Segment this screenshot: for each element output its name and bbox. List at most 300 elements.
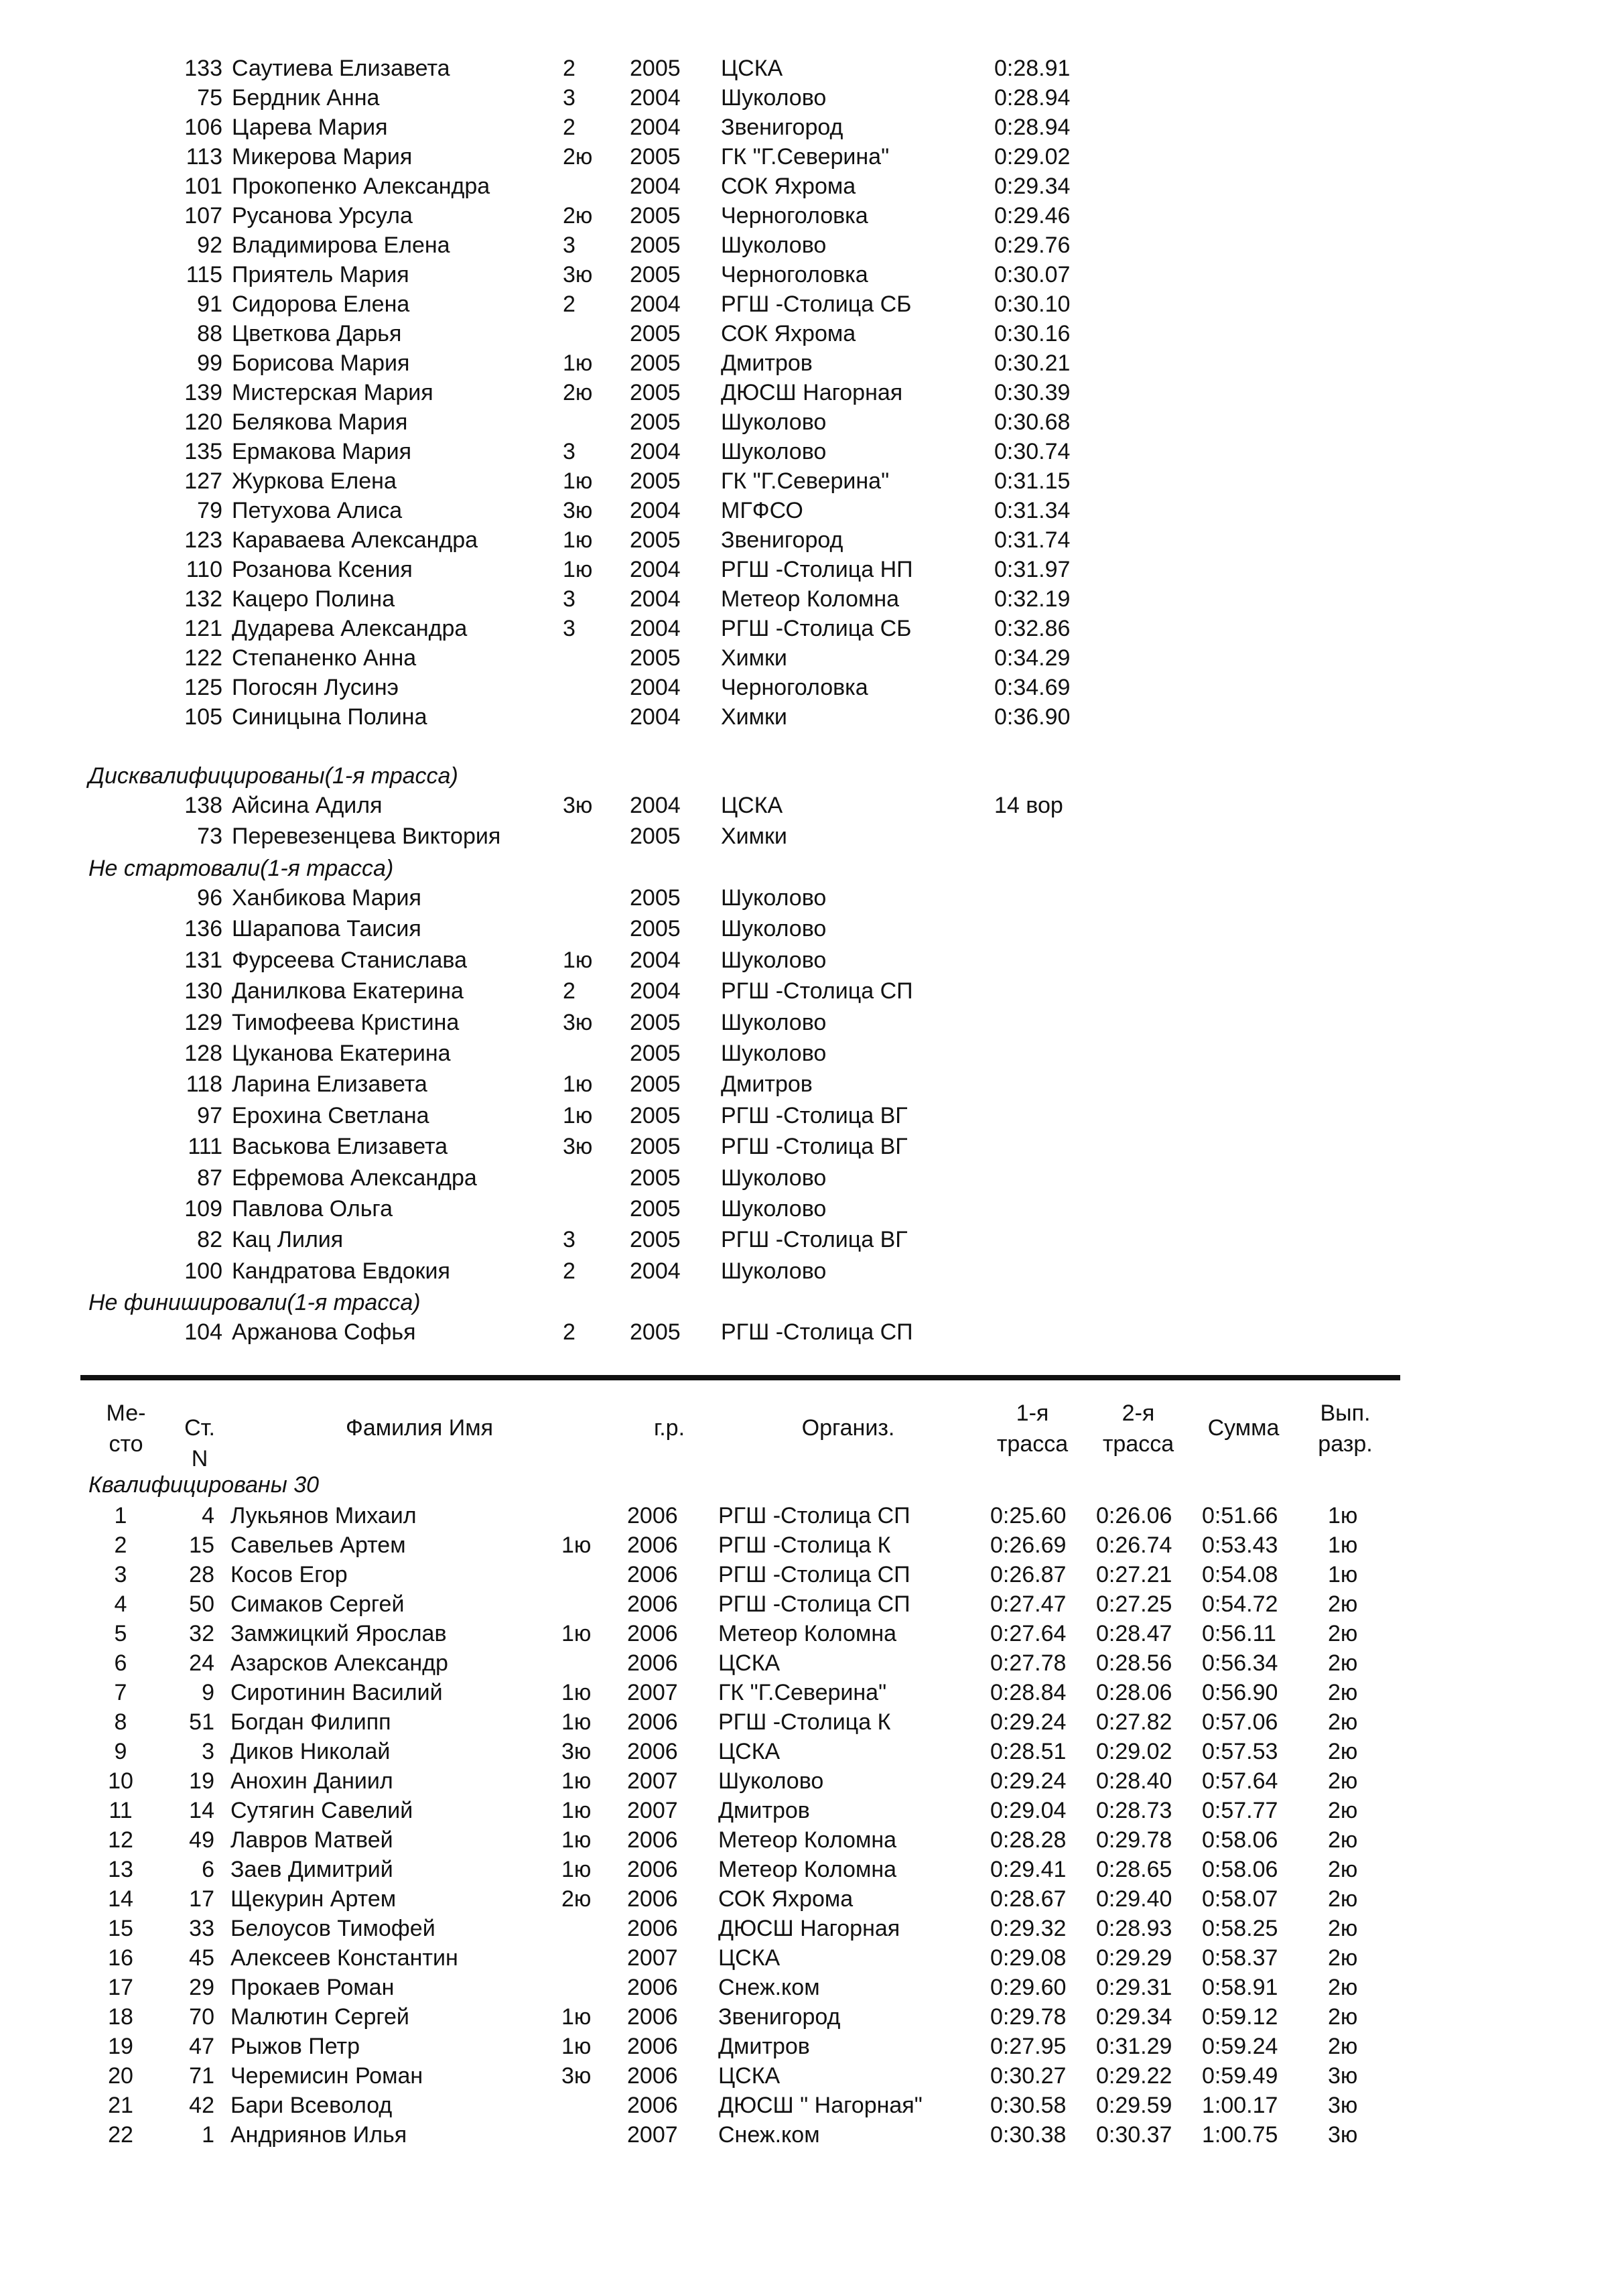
total-time: 0:58.07 <box>1202 1886 1278 1912</box>
athlete-name: Лавров Матвей <box>230 1827 393 1853</box>
start-number: 130 <box>184 978 222 1004</box>
sport-rank: 2 <box>563 978 576 1004</box>
club-name: Шуколово <box>721 885 827 911</box>
club-name: Шуколово <box>721 439 827 464</box>
achieved-rank: 2ю <box>1328 1768 1358 1794</box>
result-row <box>0 54 1624 83</box>
run1-time: 0:29.08 <box>990 1945 1067 1971</box>
table-row <box>0 2120 1624 2150</box>
start-number: 139 <box>184 380 222 405</box>
total-time: 0:59.24 <box>1202 2034 1278 2059</box>
table-row <box>0 2091 1624 2120</box>
start-number: 115 <box>186 262 222 287</box>
result-row <box>0 437 1624 466</box>
club-name: РГШ -Столица СП <box>721 978 913 1004</box>
club-name: ЦСКА <box>721 793 783 818</box>
sport-rank: 3 <box>563 586 576 612</box>
athlete-name: Аржанова Софья <box>232 1319 416 1345</box>
achieved-rank: 2ю <box>1328 1827 1358 1853</box>
birth-year: 2006 <box>627 1503 678 1528</box>
athlete-name: Прокопенко Александра <box>232 174 490 199</box>
result-row <box>0 201 1624 231</box>
header-place: Ме- сто <box>106 1400 146 1457</box>
birth-year: 2005 <box>630 824 681 849</box>
run-time: 0:31.97 <box>994 557 1071 582</box>
result-row <box>0 914 1624 943</box>
header-year: г.р. <box>653 1415 685 1441</box>
birth-year: 2005 <box>630 380 681 405</box>
total-time: 0:51.66 <box>1202 1503 1278 1528</box>
start-number: 131 <box>184 947 222 973</box>
sport-rank: 1ю <box>561 1827 592 1853</box>
athlete-name: Сидорова Елена <box>232 291 410 317</box>
sport-rank: 1ю <box>561 1768 592 1794</box>
club-name: РГШ -Столица СП <box>718 1503 910 1528</box>
place: 15 <box>108 1916 133 1941</box>
result-row <box>0 584 1624 614</box>
start-number: 125 <box>184 675 222 700</box>
place: 13 <box>108 1857 133 1882</box>
athlete-name: Перевезенцева Виктория <box>232 824 501 849</box>
header-qualification: Вып. разр. <box>1318 1400 1373 1457</box>
sport-rank: 2ю <box>563 144 593 170</box>
run-time: 0:29.02 <box>994 144 1071 170</box>
start-number: 75 <box>197 85 222 111</box>
total-time: 0:57.77 <box>1202 1798 1278 1823</box>
athlete-name: Ефремова Александра <box>232 1165 477 1191</box>
sport-rank: 2ю <box>563 203 593 228</box>
run-time: 0:36.90 <box>994 704 1071 730</box>
athlete-name: Сутягин Савелий <box>230 1798 413 1823</box>
start-number: 4 <box>202 1503 214 1528</box>
total-time: 0:57.53 <box>1202 1739 1278 1764</box>
start-number: 73 <box>197 824 222 849</box>
place: 16 <box>108 1945 133 1971</box>
club-name: Шуколово <box>721 947 827 973</box>
birth-year: 2006 <box>627 2034 678 2059</box>
result-row <box>0 791 1624 820</box>
result-row <box>0 1163 1624 1193</box>
club-name: РГШ -Столица СБ <box>721 291 912 317</box>
club-name: МГФСО <box>721 498 803 523</box>
place: 5 <box>114 1621 127 1646</box>
club-name: Шуколово <box>721 85 827 111</box>
birth-year: 2006 <box>627 2063 678 2089</box>
athlete-name: Рыжов Петр <box>230 2034 360 2059</box>
run2-time: 0:28.93 <box>1096 1916 1172 1941</box>
run1-time: 0:28.67 <box>990 1886 1067 1912</box>
header-start-number: Ст. N <box>184 1415 215 1471</box>
athlete-name: Анохин Даниил <box>230 1768 393 1794</box>
birth-year: 2004 <box>630 439 681 464</box>
start-number: 1 <box>202 2122 214 2148</box>
result-row <box>0 142 1624 172</box>
club-name: Дмитров <box>718 1798 810 1823</box>
athlete-name: Розанова Ксения <box>232 557 413 582</box>
sport-rank: 3 <box>563 1227 576 1253</box>
run-time: 0:31.34 <box>994 498 1071 523</box>
total-time: 0:57.06 <box>1202 1709 1278 1735</box>
birth-year: 2006 <box>627 1562 678 1587</box>
club-name: Метеор Коломна <box>718 1857 897 1882</box>
club-name: Шуколово <box>721 1009 827 1035</box>
run-time: 0:29.46 <box>994 203 1071 228</box>
did-not-start-heading: Не стартовали(1-я трасса) <box>88 856 394 881</box>
club-name: Шуколово <box>721 1041 827 1066</box>
table-row <box>0 2002 1624 2032</box>
birth-year: 2006 <box>627 1827 678 1853</box>
start-number: 42 <box>189 2093 214 2118</box>
achieved-rank: 2ю <box>1328 1650 1358 1676</box>
place: 6 <box>114 1650 127 1676</box>
sport-rank: 3ю <box>563 1009 593 1035</box>
start-number: 88 <box>197 321 222 346</box>
header-name: Фамилия Имя <box>345 1415 494 1441</box>
achieved-rank: 2ю <box>1328 1739 1358 1764</box>
total-time: 0:56.90 <box>1202 1680 1278 1705</box>
sport-rank: 2 <box>563 1258 576 1284</box>
start-number: 111 <box>188 1134 222 1160</box>
table-row <box>0 1973 1624 2002</box>
athlete-name: Бари Всеволод <box>230 2093 393 2118</box>
table-row <box>0 1884 1624 1914</box>
achieved-rank: 2ю <box>1328 1709 1358 1735</box>
sport-rank: 1ю <box>563 1102 593 1128</box>
sport-rank: 1ю <box>563 527 593 553</box>
run1-time: 0:29.60 <box>990 1975 1067 2000</box>
run2-time: 0:28.73 <box>1096 1798 1172 1823</box>
run1-time: 0:27.64 <box>990 1621 1067 1646</box>
start-number: 14 <box>189 1798 214 1823</box>
athlete-name: Приятель Мария <box>232 262 409 287</box>
result-row <box>0 555 1624 584</box>
sport-rank: 1ю <box>561 2004 592 2030</box>
start-number: 33 <box>189 1916 214 1941</box>
sport-rank: 3 <box>563 85 576 111</box>
birth-year: 2005 <box>630 1227 681 1253</box>
club-name: Шуколово <box>721 1196 827 1222</box>
result-row <box>0 407 1624 437</box>
athlete-name: Микерова Мария <box>232 144 413 170</box>
run1-time: 0:29.04 <box>990 1798 1067 1823</box>
sport-rank: 1ю <box>561 1798 592 1823</box>
table-row <box>0 2032 1624 2061</box>
start-number: 120 <box>184 409 222 435</box>
run1-time: 0:30.38 <box>990 2122 1067 2148</box>
start-number: 50 <box>189 1591 214 1617</box>
run-time: 0:34.69 <box>994 675 1071 700</box>
club-name: ЦСКА <box>718 2063 781 2089</box>
total-time: 0:53.43 <box>1202 1532 1278 1558</box>
athlete-name: Шарапова Таисия <box>232 916 421 942</box>
club-name: ЦСКА <box>721 56 783 81</box>
sport-rank: 2 <box>563 115 576 140</box>
achieved-rank: 2ю <box>1328 1886 1358 1912</box>
club-name: Снеж.ком <box>718 2122 820 2148</box>
club-name: РГШ -Столица ВГ <box>721 1134 908 1160</box>
sport-rank: 3ю <box>561 2063 592 2089</box>
start-number: 104 <box>184 1319 222 1345</box>
birth-year: 2005 <box>630 1071 681 1098</box>
total-time: 0:59.12 <box>1202 2004 1278 2030</box>
result-row <box>0 1225 1624 1254</box>
run2-time: 0:28.40 <box>1096 1768 1172 1794</box>
birth-year: 2004 <box>630 675 681 700</box>
club-name: СОК Яхрома <box>721 174 856 199</box>
result-row <box>0 348 1624 378</box>
club-name: ДЮСШ " Нагорная" <box>718 2093 923 2118</box>
birth-year: 2006 <box>627 1532 678 1558</box>
start-number: 82 <box>197 1227 222 1253</box>
birth-year: 2005 <box>630 1165 681 1191</box>
athlete-name: Заев Димитрий <box>230 1857 393 1882</box>
birth-year: 2007 <box>627 1768 678 1794</box>
achieved-rank: 2ю <box>1328 1798 1358 1823</box>
total-time: 0:58.37 <box>1202 1945 1278 1971</box>
club-name: Снеж.ком <box>718 1975 820 2000</box>
club-name: РГШ -Столица СБ <box>721 616 912 641</box>
athlete-name: Щекурин Артем <box>230 1886 397 1912</box>
birth-year: 2006 <box>627 1975 678 2000</box>
place: 20 <box>108 2063 133 2089</box>
start-number: 47 <box>189 2034 214 2059</box>
table-row <box>0 1707 1624 1737</box>
total-time: 0:58.06 <box>1202 1857 1278 1882</box>
result-row <box>0 702 1624 732</box>
total-time: 0:56.34 <box>1202 1650 1278 1676</box>
birth-year: 2005 <box>630 885 681 911</box>
run1-time: 0:29.41 <box>990 1857 1067 1882</box>
result-row <box>0 1317 1624 1347</box>
start-number: 17 <box>189 1886 214 1912</box>
birth-year: 2005 <box>630 350 681 376</box>
start-number: 99 <box>197 350 222 376</box>
table-row <box>0 2061 1624 2091</box>
athlete-name: Бердник Анна <box>232 85 380 111</box>
start-number: 105 <box>184 704 222 730</box>
place: 21 <box>108 2093 133 2118</box>
club-name: Шуколово <box>721 1258 827 1284</box>
birth-year: 2004 <box>630 174 681 199</box>
club-name: Шуколово <box>721 233 827 258</box>
section-divider <box>80 1375 1400 1380</box>
birth-year: 2004 <box>630 704 681 730</box>
athlete-name: Русанова Урсула <box>232 203 413 228</box>
birth-year: 2005 <box>630 468 681 494</box>
birth-year: 2007 <box>627 2122 678 2148</box>
achieved-rank: 2ю <box>1328 1916 1358 1941</box>
club-name: РГШ -Столица К <box>718 1532 891 1558</box>
table-row <box>0 1501 1624 1530</box>
sport-rank: 2ю <box>563 380 593 405</box>
club-name: РГШ -Столица СП <box>718 1562 910 1587</box>
birth-year: 2004 <box>630 498 681 523</box>
achieved-rank: 1ю <box>1328 1532 1358 1558</box>
athlete-name: Черемисин Роман <box>230 2063 423 2089</box>
start-number: 96 <box>197 885 222 911</box>
place: 9 <box>114 1739 127 1764</box>
did-not-finish-heading: Не финишировали(1-я трасса) <box>88 1290 421 1315</box>
run1-time: 0:29.78 <box>990 2004 1067 2030</box>
result-row <box>0 496 1624 525</box>
run-time: 0:30.74 <box>994 439 1071 464</box>
birth-year: 2004 <box>630 115 681 140</box>
birth-year: 2005 <box>630 645 681 671</box>
result-row <box>0 231 1624 260</box>
start-number: 71 <box>189 2063 214 2089</box>
run2-time: 0:28.56 <box>1096 1650 1172 1676</box>
athlete-name: Ерохина Светлана <box>232 1102 429 1128</box>
run2-time: 0:29.02 <box>1096 1739 1172 1764</box>
club-name: Черноголовка <box>721 675 868 700</box>
start-number: 123 <box>184 527 222 553</box>
table-row <box>0 1855 1624 1884</box>
athlete-name: Журкова Елена <box>232 468 397 494</box>
run2-time: 0:29.40 <box>1096 1886 1172 1912</box>
result-row <box>0 466 1624 496</box>
start-number: 127 <box>184 468 222 494</box>
start-number: 45 <box>189 1945 214 1971</box>
sport-rank: 1ю <box>561 2034 592 2059</box>
total-time: 0:54.72 <box>1202 1591 1278 1617</box>
birth-year: 2005 <box>630 56 681 81</box>
start-number: 70 <box>189 2004 214 2030</box>
run-time: 0:30.16 <box>994 321 1071 346</box>
athlete-name: Белякова Мария <box>232 409 408 435</box>
result-row <box>0 1069 1624 1099</box>
result-row <box>0 673 1624 702</box>
place: 19 <box>108 2034 133 2059</box>
place: 18 <box>108 2004 133 2030</box>
table-row <box>0 1678 1624 1707</box>
start-number: 107 <box>184 203 222 228</box>
achieved-rank: 3ю <box>1328 2093 1358 2118</box>
athlete-name: Лукьянов Михаил <box>230 1503 417 1528</box>
start-number: 29 <box>189 1975 214 2000</box>
place: 8 <box>114 1709 127 1735</box>
start-number: 32 <box>189 1621 214 1646</box>
start-number: 122 <box>184 645 222 671</box>
athlete-name: Ханбикова Мария <box>232 885 421 911</box>
achieved-rank: 1ю <box>1328 1503 1358 1528</box>
athlete-name: Погосян Лусинэ <box>232 675 399 700</box>
club-name: Дмитров <box>721 350 813 376</box>
athlete-name: Айсина Адиля <box>232 793 383 818</box>
birth-year: 2004 <box>630 85 681 111</box>
birth-year: 2006 <box>627 1886 678 1912</box>
run1-time: 0:29.24 <box>990 1768 1067 1794</box>
achieved-rank: 3ю <box>1328 2122 1358 2148</box>
start-number: 128 <box>184 1041 222 1066</box>
birth-year: 2006 <box>627 1739 678 1764</box>
club-name: Химки <box>721 704 787 730</box>
start-number: 100 <box>184 1258 222 1284</box>
start-number: 15 <box>189 1532 214 1558</box>
run1-time: 0:27.47 <box>990 1591 1067 1617</box>
birth-year: 2007 <box>627 1945 678 1971</box>
total-time: 0:58.25 <box>1202 1916 1278 1941</box>
run-time: 0:31.15 <box>994 468 1071 494</box>
start-number: 24 <box>189 1650 214 1676</box>
start-number: 135 <box>184 439 222 464</box>
run2-time: 0:29.78 <box>1096 1827 1172 1853</box>
result-row <box>0 945 1624 975</box>
run-time: 0:29.76 <box>994 233 1071 258</box>
start-number: 118 <box>186 1071 222 1098</box>
sport-rank: 1ю <box>561 1709 592 1735</box>
athlete-name: Богдан Филипп <box>230 1709 391 1735</box>
start-number: 121 <box>184 616 222 641</box>
run-time: 14 вор <box>994 793 1063 818</box>
club-name: Дмитров <box>721 1071 813 1098</box>
result-row <box>0 319 1624 348</box>
achieved-rank: 3ю <box>1328 2063 1358 2089</box>
sport-rank: 1ю <box>561 1857 592 1882</box>
run2-time: 0:29.34 <box>1096 2004 1172 2030</box>
qualified-heading: Квалифицированы 30 <box>88 1472 320 1498</box>
athlete-name: Андриянов Илья <box>230 2122 407 2148</box>
athlete-name: Кацеро Полина <box>232 586 395 612</box>
athlete-name: Диков Николай <box>230 1739 391 1764</box>
birth-year: 2004 <box>630 1258 681 1284</box>
start-number: 129 <box>184 1009 222 1035</box>
run2-time: 0:29.22 <box>1096 2063 1172 2089</box>
run2-time: 0:26.74 <box>1096 1532 1172 1558</box>
birth-year: 2005 <box>630 1041 681 1066</box>
club-name: РГШ -Столица К <box>718 1709 891 1735</box>
run1-time: 0:28.84 <box>990 1680 1067 1705</box>
birth-year: 2006 <box>627 2004 678 2030</box>
start-number: 3 <box>202 1739 214 1764</box>
run2-time: 0:30.37 <box>1096 2122 1172 2148</box>
result-row <box>0 883 1624 913</box>
sport-rank: 1ю <box>563 947 593 973</box>
sport-rank: 3 <box>563 439 576 464</box>
table-row <box>0 1619 1624 1648</box>
club-name: Дмитров <box>718 2034 810 2059</box>
table-row <box>0 1825 1624 1855</box>
birth-year: 2004 <box>630 947 681 973</box>
run-time: 0:32.19 <box>994 586 1071 612</box>
result-row <box>0 976 1624 1006</box>
start-number: 138 <box>184 793 222 818</box>
run-time: 0:30.68 <box>994 409 1071 435</box>
club-name: ГК "Г.Северина" <box>721 468 890 494</box>
start-number: 92 <box>197 233 222 258</box>
club-name: Шуколово <box>718 1768 824 1794</box>
birth-year: 2006 <box>627 2093 678 2118</box>
athlete-name: Караваева Александра <box>232 527 478 553</box>
club-name: ЦСКА <box>718 1945 781 1971</box>
run-time: 0:32.86 <box>994 616 1071 641</box>
athlete-name: Синицына Полина <box>232 704 427 730</box>
place: 7 <box>114 1680 127 1705</box>
birth-year: 2004 <box>630 291 681 317</box>
run-time: 0:30.07 <box>994 262 1071 287</box>
run-time: 0:34.29 <box>994 645 1071 671</box>
athlete-name: Ларина Елизавета <box>232 1071 427 1098</box>
achieved-rank: 2ю <box>1328 2034 1358 2059</box>
athlete-name: Косов Егор <box>230 1562 348 1587</box>
run2-time: 0:29.31 <box>1096 1975 1172 2000</box>
achieved-rank: 2ю <box>1328 1680 1358 1705</box>
athlete-name: Борисова Мария <box>232 350 410 376</box>
run2-time: 0:29.29 <box>1096 1945 1172 1971</box>
birth-year: 2004 <box>630 978 681 1004</box>
place: 12 <box>108 1827 133 1853</box>
sport-rank: 2ю <box>561 1886 592 1912</box>
start-number: 109 <box>184 1196 222 1222</box>
